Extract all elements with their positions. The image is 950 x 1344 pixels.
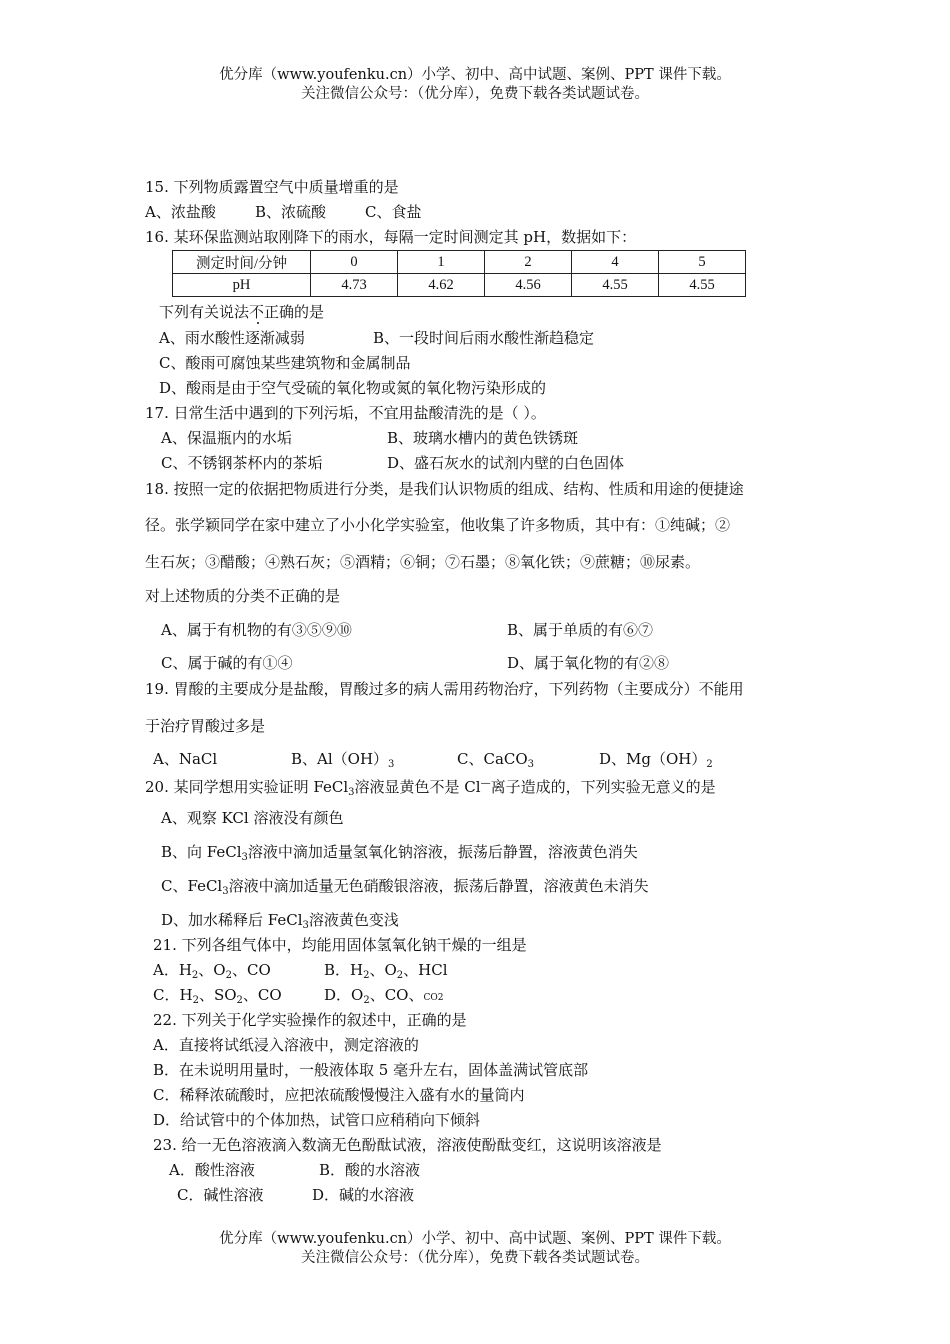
q21-c-part: 、CO <box>242 986 282 1004</box>
q21-b-part: B．H <box>324 961 364 979</box>
q20-option-d-sub: 3 <box>302 920 309 931</box>
q21-d-part: 、CO、 <box>369 986 424 1004</box>
q15-stem: 15. 下列物质露置空气中质量增重的是 <box>145 178 399 196</box>
q22-option-b: B．在未说明用量时，一般液体取 5 毫升左右，固体盖满试管底部 <box>153 1061 589 1079</box>
q18-option-d: D、属于氧化物的有②⑧ <box>507 654 670 672</box>
q21-options-ab <box>153 960 448 986</box>
q18-option-c: C、属于碱的有①④ <box>161 654 293 672</box>
q20-option-b <box>161 842 638 868</box>
ph-table-header-time: 测定时间/分钟 <box>173 251 311 274</box>
q23-option-d: D．碱的水溶液 <box>312 1186 415 1204</box>
q21-c-part: C．H <box>153 986 193 1004</box>
q19-stem-2: 于治疗胃酸过多是 <box>145 717 266 735</box>
q20-stem-pre: 20. 某同学想用实验证明 FeCl <box>145 778 349 796</box>
q21-c-sub: 2 <box>192 995 199 1006</box>
q20-stem <box>145 774 716 803</box>
q16-prompt <box>159 302 324 322</box>
q23-option-b: B．酸的水溶液 <box>319 1161 421 1179</box>
q20-option-c <box>161 876 649 902</box>
footer-line-1: 优分库（www.youfenku.cn）小学、初中、高中试题、案例、PPT 课件下载。 <box>219 1231 731 1247</box>
page-header <box>0 66 950 104</box>
q18-stem-2: 径。张学颖同学在家中建立了小小化学实验室，他收集了许多物质，其中有：①纯碱；② <box>145 516 731 534</box>
q21-option-d <box>324 985 443 1011</box>
q21-a-sub: 2 <box>225 970 232 981</box>
q23-option-c: C．碱性溶液 <box>177 1186 264 1204</box>
q20-option-c-sub: 3 <box>222 886 229 897</box>
q23-options-cd <box>177 1185 414 1205</box>
q19-option-a: A、NaCl <box>153 750 218 768</box>
q17-option-d: D、盛石灰水的试剂内壁的白色固体 <box>387 454 625 472</box>
q21-d-sub: 2 <box>363 995 370 1006</box>
q21-a-part: 、CO <box>231 961 271 979</box>
q18-stem-3: 生石灰；③醋酸；④熟石灰；⑤酒精；⑥铜；⑦石墨；⑧氧化铁；⑨蔗糖；⑩尿素。 <box>145 553 701 571</box>
ph-table-cell: 2 <box>485 251 572 274</box>
q22-option-a: A．直接将试纸浸入溶液中，测定溶液的 <box>153 1036 419 1054</box>
q21-b-sub: 2 <box>396 970 404 981</box>
q16-option-a: A、雨水酸性逐渐减弱 <box>159 329 305 347</box>
q16-prompt-post: 正确的是 <box>264 303 325 321</box>
q20-option-c-post: 溶液中滴加适量无色硝酸银溶液，振荡后静置，溶液黄色未消失 <box>228 877 649 895</box>
q23-option-a: A．酸性溶液 <box>169 1161 255 1179</box>
q15-option-c: C、食盐 <box>365 203 422 221</box>
q16-prompt-emphasis: 不 <box>249 303 265 321</box>
q16-option-c: C、酸雨可腐蚀某些建筑物和金属制品 <box>159 354 411 372</box>
q16-options-ab <box>159 328 594 348</box>
q19-option-c <box>457 749 599 775</box>
q20-option-b-sub: 3 <box>241 852 248 863</box>
q19-option-d <box>599 749 713 775</box>
q18-option-b: B、属于单质的有⑥⑦ <box>507 621 654 639</box>
q21-a-part: 、O <box>198 961 226 979</box>
q21-b-part: 、HCl <box>403 961 448 979</box>
ph-table-cell: 4.56 <box>485 274 572 297</box>
ph-table-cell: 4 <box>572 251 659 274</box>
q20-stem-mid: 溶液显黄色不是 Cl <box>354 778 481 796</box>
q19-option-d-sub: 2 <box>706 759 713 770</box>
q20-stem-sub: 3 <box>348 787 355 798</box>
q22-option-c: C．稀释浓硫酸时，应把浓硫酸慢慢注入盛有水的量筒内 <box>153 1086 525 1104</box>
q15-option-b: B、浓硫酸 <box>255 203 327 221</box>
q16-option-b: B、一段时间后雨水酸性渐趋稳定 <box>373 329 595 347</box>
q19-option-c-text: C、CaCO <box>457 750 528 768</box>
ph-table-row-ph <box>173 274 746 297</box>
q18-stem-1: 18. 按照一定的依据把物质进行分类，是我们认识物质的组成、结构、性质和用途的便捷途 <box>145 480 744 498</box>
q21-c-sub: 2 <box>236 995 243 1006</box>
q16-option-d: D、酸雨是由于空气受硫的氧化物或氮的氧化物污染形成的 <box>159 379 547 397</box>
q20-option-d <box>161 910 399 936</box>
q20-stem-post: 离子造成的，下列实验无意义的是 <box>490 778 716 796</box>
ph-table <box>172 250 746 297</box>
header-line-1: 优分库（www.youfenku.cn）小学、初中、高中试题、案例、PPT 课件下载。 <box>219 67 731 83</box>
ph-table-cell: 4.55 <box>659 274 746 297</box>
q21-b-sub: 2 <box>363 970 370 981</box>
q21-d-small: CO2 <box>423 993 444 1003</box>
ph-table-cell: 4.62 <box>398 274 485 297</box>
q21-option-c <box>153 985 324 1011</box>
q19-stem-1: 19. 胃酸的主要成分是盐酸，胃酸过多的病人需用药物治疗，下列药物（主要成分）不能用 <box>145 680 744 698</box>
q19-option-b <box>291 749 457 775</box>
q20-option-b-pre: B、向 FeCl <box>161 843 242 861</box>
q21-c-part: 、SO <box>198 986 237 1004</box>
ph-table-header-ph: pH <box>173 274 311 297</box>
q16-stem: 16. 某环保监测站取刚降下的雨水，每隔一定时间测定其 pH，数据如下： <box>145 228 637 246</box>
q20-option-c-pre: C、FeCl <box>161 877 223 895</box>
ph-table-cell: 5 <box>659 251 746 274</box>
q21-options-cd <box>153 985 443 1011</box>
q20-option-d-pre: D、加水稀释后 FeCl <box>161 911 303 929</box>
q20-option-d-post: 溶液黄色变浅 <box>308 911 399 929</box>
q23-options-ab <box>169 1160 420 1180</box>
q23-stem: 23. 给一无色溶液滴入数滴无色酚酞试液，溶液使酚酞变红，这说明该溶液是 <box>153 1136 662 1154</box>
q18-option-a: A、属于有机物的有③⑤⑨⑩ <box>161 621 352 639</box>
q17-option-a: A、保温瓶内的水垢 <box>161 429 292 447</box>
q17-stem: 17. 日常生活中遇到的下列污垢，不宜用盐酸清洗的是（ ）。 <box>145 404 546 422</box>
q15-options <box>145 202 421 222</box>
q20-option-b-post: 溶液中滴加适量氢氧化钠溶液，振荡后静置，溶液黄色消失 <box>247 843 638 861</box>
ph-table-cell: 0 <box>311 251 398 274</box>
ph-table-cell: 4.55 <box>572 274 659 297</box>
q20-option-a: A、观察 KCl 溶液没有颜色 <box>161 809 344 827</box>
q17-option-b: B、玻璃水槽内的黄色铁锈斑 <box>387 429 579 447</box>
q19-option-d-text: D、Mg（OH） <box>599 750 707 768</box>
q17-options-ab <box>161 428 578 448</box>
q17-options-cd <box>161 453 624 473</box>
q15-option-a: A、浓盐酸 <box>145 203 216 221</box>
q22-option-d: D．给试管中的个体加热，试管口应稍稍向下倾斜 <box>153 1111 481 1129</box>
q17-option-c: C、不锈钢茶杯内的茶垢 <box>161 454 323 472</box>
q18-stem-4: 对上述物质的分类不正确的是 <box>145 587 341 605</box>
page-footer <box>0 1230 950 1268</box>
q21-option-b <box>324 960 448 986</box>
q20-stem-sup: — <box>480 778 491 789</box>
q21-a-sub: 2 <box>191 970 199 981</box>
q19-option-c-sub: 3 <box>527 759 535 770</box>
q18-options-cd <box>161 653 669 673</box>
q16-prompt-pre: 下列有关说法 <box>159 303 250 321</box>
ph-table-row-time <box>173 251 746 274</box>
q21-option-a <box>153 960 324 986</box>
q18-options-ab <box>161 620 653 640</box>
header-line-2: 关注微信公众号：（优分库），免费下载各类试题试卷。 <box>301 86 649 102</box>
q19-option-b-text: B、Al（OH） <box>291 750 389 768</box>
q21-stem: 21. 下列各组气体中，均能用固体氢氧化钠干燥的一组是 <box>153 936 527 954</box>
footer-line-2: 关注微信公众号：（优分库），免费下载各类试题试卷。 <box>301 1250 649 1266</box>
q21-b-part: 、O <box>369 961 397 979</box>
q19-options <box>153 749 713 775</box>
q21-d-part: D．O <box>324 986 364 1004</box>
ph-table-cell: 4.73 <box>311 274 398 297</box>
q22-stem: 22. 下列关于化学实验操作的叙述中，正确的是 <box>153 1011 467 1029</box>
ph-table-cell: 1 <box>398 251 485 274</box>
q19-option-b-sub: 3 <box>388 759 395 770</box>
q21-a-part: A．H <box>153 961 192 979</box>
